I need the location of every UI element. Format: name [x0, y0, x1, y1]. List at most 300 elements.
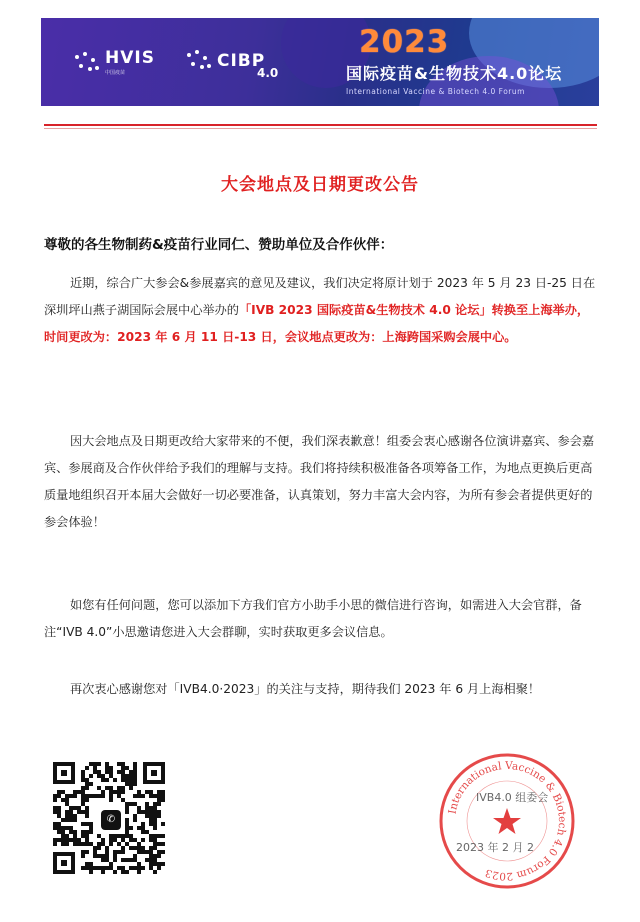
qr-module — [85, 822, 89, 826]
qr-module — [81, 778, 85, 782]
qr-module — [73, 794, 77, 798]
qr-module — [109, 838, 113, 842]
qr-module — [65, 818, 69, 822]
qr-module — [161, 794, 165, 798]
qr-module — [77, 810, 81, 814]
qr-module — [89, 866, 93, 870]
qr-module — [121, 798, 125, 802]
qr-module — [85, 806, 89, 810]
header-divider-thin — [44, 128, 597, 129]
salutation: 尊敬的各生物制药&疫苗行业同仁、赞助单位及合作伙伴： — [44, 237, 394, 253]
qr-module — [65, 826, 69, 830]
qr-module — [73, 814, 77, 818]
paragraph-closing: 再次衷心感谢您对「IVB4.0·2023」的关注与支持，期待我们 2023 年 6 月上海相聚！ — [70, 682, 541, 696]
paragraph-apology: 因大会地点及日期更改给大家带来的不便，我们深表歉意！组委会衷心感谢各位演讲嘉宾、参会嘉宾、参展商及合作伙伴给予我们的理解与支持。我们将持续积极准备各项筹备工作，为地点更换后更高质量地组织召开本届大会做好一切必要准备，认真策划，努力丰富大会内容，为所有参会者提供更好的参会体验！ — [44, 434, 595, 529]
qr-module — [121, 846, 125, 850]
qr-module — [133, 838, 137, 842]
header-divider — [44, 124, 597, 126]
qr-module — [137, 850, 141, 854]
qr-module — [113, 778, 117, 782]
qr-module — [133, 814, 137, 818]
qr-module — [89, 762, 93, 766]
qr-module — [89, 774, 93, 778]
qr-module — [137, 866, 141, 870]
qr-module — [105, 770, 109, 774]
qr-module — [93, 846, 97, 850]
qr-module — [61, 818, 65, 822]
qr-module — [57, 826, 61, 830]
hvis-logo — [73, 50, 155, 76]
qr-module — [125, 778, 129, 782]
qr-module — [141, 826, 145, 830]
qr-module — [121, 838, 125, 842]
qr-module — [101, 838, 105, 842]
qr-module — [153, 854, 157, 858]
qr-module — [129, 786, 133, 790]
qr-module — [157, 810, 161, 814]
paragraph-announcement — [44, 270, 600, 351]
qr-module — [85, 866, 89, 870]
qr-module — [93, 850, 97, 854]
qr-module — [105, 786, 109, 790]
qr-module — [89, 830, 93, 834]
qr-module — [129, 826, 133, 830]
qr-module — [161, 798, 165, 802]
qr-module — [73, 818, 77, 822]
qr-module — [109, 798, 113, 802]
qr-module — [73, 830, 77, 834]
qr-module — [101, 790, 105, 794]
wechat-qr-code — [53, 762, 165, 874]
qr-module — [149, 814, 153, 818]
qr-module — [125, 870, 129, 874]
qr-module — [89, 842, 93, 846]
qr-module — [113, 870, 117, 874]
qr-module — [85, 838, 89, 842]
qr-module — [117, 762, 121, 766]
qr-module — [101, 774, 105, 778]
qr-module — [101, 858, 105, 862]
qr-module — [109, 790, 113, 794]
qr-module — [65, 802, 69, 806]
qr-module — [161, 822, 165, 826]
qr-module — [105, 850, 109, 854]
seal-ring-text: International Vaccine & Biotech 4.0 Forum 2023 — [446, 759, 569, 883]
qr-module — [69, 818, 73, 822]
qr-module — [137, 790, 141, 794]
qr-module — [133, 766, 137, 770]
qr-module — [85, 834, 89, 838]
qr-module — [81, 786, 85, 790]
qr-module — [145, 806, 149, 810]
qr-module — [97, 762, 101, 766]
qr-module — [129, 778, 133, 782]
qr-module — [149, 838, 153, 842]
qr-module — [137, 794, 141, 798]
qr-module — [153, 794, 157, 798]
qr-module — [81, 842, 85, 846]
forum-year: 2023 — [359, 24, 450, 60]
qr-module — [129, 846, 133, 850]
qr-module — [97, 866, 101, 870]
qr-module — [105, 778, 109, 782]
qr-module — [85, 850, 89, 854]
qr-module — [101, 870, 105, 874]
qr-module — [81, 830, 85, 834]
qr-module — [125, 766, 129, 770]
qr-module — [157, 866, 161, 870]
qr-module — [149, 822, 153, 826]
qr-module — [141, 838, 145, 842]
qr-module — [113, 850, 117, 854]
qr-module — [153, 818, 157, 822]
qr-module — [53, 822, 57, 826]
qr-module — [53, 794, 57, 798]
qr-module — [117, 850, 121, 854]
qr-module — [125, 774, 129, 778]
qr-module — [85, 766, 89, 770]
qr-module — [77, 806, 81, 810]
forum-title-cn: 国际疫苗&生物技术4.0论坛 — [346, 64, 563, 83]
qr-module — [65, 794, 69, 798]
qr-module — [121, 774, 125, 778]
qr-module — [101, 854, 105, 858]
qr-module — [145, 810, 149, 814]
qr-module — [157, 850, 161, 854]
qr-module — [73, 806, 77, 810]
qr-module — [149, 846, 153, 850]
qr-module — [121, 866, 125, 870]
qr-module — [129, 782, 133, 786]
qr-module — [69, 814, 73, 818]
qr-module — [109, 862, 113, 866]
qr-module — [93, 762, 97, 766]
qr-module — [153, 842, 157, 846]
qr-module — [89, 822, 93, 826]
qr-module — [97, 854, 101, 858]
qr-module — [129, 802, 133, 806]
qr-module — [153, 862, 157, 866]
qr-module — [101, 842, 105, 846]
qr-module — [93, 854, 97, 858]
qr-module — [141, 822, 145, 826]
qr-module — [137, 862, 141, 866]
qr-module — [53, 826, 57, 830]
qr-module — [141, 846, 145, 850]
qr-module — [157, 794, 161, 798]
forum-title-en: International Vaccine & Biotech 4.0 Forum — [346, 87, 525, 96]
official-seal — [438, 752, 576, 890]
qr-module — [57, 822, 61, 826]
qr-module — [109, 794, 113, 798]
qr-module — [153, 834, 157, 838]
qr-module — [85, 814, 89, 818]
qr-module — [113, 790, 117, 794]
qr-module — [69, 806, 73, 810]
qr-module — [133, 778, 137, 782]
qr-module — [153, 810, 157, 814]
qr-module — [85, 842, 89, 846]
qr-module — [85, 782, 89, 786]
qr-module — [65, 810, 69, 814]
qr-module — [157, 814, 161, 818]
qr-module — [89, 870, 93, 874]
qr-module — [93, 770, 97, 774]
qr-module — [93, 866, 97, 870]
qr-module — [137, 870, 141, 874]
qr-module — [57, 806, 61, 810]
qr-module — [121, 790, 125, 794]
qr-module — [53, 806, 57, 810]
qr-module — [121, 870, 125, 874]
qr-module — [109, 866, 113, 870]
qr-module — [85, 778, 89, 782]
qr-module — [157, 802, 161, 806]
qr-module — [153, 802, 157, 806]
qr-module — [145, 830, 149, 834]
qr-module — [133, 866, 137, 870]
qr-module — [89, 782, 93, 786]
qr-module — [125, 834, 129, 838]
qr-module — [65, 838, 69, 842]
qr-module — [101, 866, 105, 870]
qr-module — [81, 798, 85, 802]
qr-module — [141, 794, 145, 798]
qr-module — [117, 770, 121, 774]
qr-module — [109, 786, 113, 790]
qr-module — [89, 826, 93, 830]
qr-module — [157, 842, 161, 846]
qr-module — [73, 790, 77, 794]
qr-module — [81, 834, 85, 838]
qr-module — [149, 790, 153, 794]
qr-module — [73, 842, 77, 846]
hvis-logo-subtext: 中国疫苗 — [105, 70, 126, 76]
qr-module — [153, 806, 157, 810]
qr-module — [81, 802, 85, 806]
qr-module — [61, 834, 65, 838]
qr-module — [153, 870, 157, 874]
qr-module — [69, 794, 73, 798]
qr-module — [145, 802, 149, 806]
qr-module — [89, 794, 93, 798]
qr-module — [125, 822, 129, 826]
qr-module — [85, 862, 89, 866]
qr-module — [97, 842, 101, 846]
qr-module — [133, 846, 137, 850]
qr-module — [65, 834, 69, 838]
qr-module — [57, 830, 61, 834]
qr-module — [153, 826, 157, 830]
qr-module — [149, 854, 153, 858]
qr-module — [149, 834, 153, 838]
qr-module — [85, 830, 89, 834]
qr-module — [69, 830, 73, 834]
announcement-highlight: 「IVB 2023 国际疫苗&生物技术 4.0 论坛」转换至上海举办，时间更改为：2023 年 6 月 11 日-13 日，会议地点更改为：上海跨国采购会展中心。 — [44, 303, 590, 344]
qr-module — [117, 786, 121, 790]
cibp-logo — [185, 50, 265, 72]
qr-module — [113, 858, 117, 862]
qr-module — [117, 794, 121, 798]
qr-module — [145, 850, 149, 854]
qr-module — [69, 838, 73, 842]
qr-module — [69, 810, 73, 814]
qr-module — [149, 862, 153, 866]
qr-module — [133, 770, 137, 774]
qr-module — [97, 770, 101, 774]
qr-module — [93, 794, 97, 798]
qr-module — [137, 826, 141, 830]
qr-module — [145, 858, 149, 862]
qr-module — [125, 806, 129, 810]
qr-module — [149, 806, 153, 810]
qr-module — [129, 770, 133, 774]
qr-module — [113, 854, 117, 858]
qr-module — [133, 854, 137, 858]
qr-module — [149, 818, 153, 822]
qr-module — [141, 850, 145, 854]
qr-module — [161, 842, 165, 846]
qr-module — [97, 794, 101, 798]
qr-module — [101, 794, 105, 798]
qr-module — [81, 866, 85, 870]
qr-module — [137, 810, 141, 814]
qr-module — [125, 858, 129, 862]
qr-module — [89, 862, 93, 866]
qr-module — [121, 766, 125, 770]
qr-module — [81, 770, 85, 774]
qr-module — [81, 850, 85, 854]
qr-module — [133, 858, 137, 862]
qr-module — [57, 790, 61, 794]
qr-module — [121, 770, 125, 774]
qr-module — [105, 858, 109, 862]
qr-module — [129, 774, 133, 778]
qr-module — [117, 834, 121, 838]
qr-module — [97, 774, 101, 778]
qr-module — [57, 814, 61, 818]
qr-module — [121, 778, 125, 782]
qr-module — [141, 830, 145, 834]
qr-module — [129, 838, 133, 842]
qr-module — [161, 790, 165, 794]
molecule-icon — [185, 50, 213, 72]
qr-module — [125, 810, 129, 814]
qr-module — [53, 838, 57, 842]
qr-module — [97, 834, 101, 838]
molecule-icon — [73, 52, 101, 74]
qr-module — [121, 786, 125, 790]
qr-module — [133, 818, 137, 822]
qr-module — [61, 790, 65, 794]
qr-module — [133, 774, 137, 778]
qr-module — [105, 854, 109, 858]
qr-module — [129, 834, 133, 838]
announcement-text: 近期，综合广大参会&参展嘉宾的意见及建议，我们决定将原计划于 2023 年 5 月 23 日-25 日在深圳坪山燕子湖国际会展中心举办的 — [44, 276, 596, 317]
qr-module — [145, 814, 149, 818]
qr-module — [113, 838, 117, 842]
qr-module — [153, 858, 157, 862]
qr-module — [53, 842, 57, 846]
qr-module — [105, 766, 109, 770]
qr-module — [125, 826, 129, 830]
qr-module — [77, 842, 81, 846]
qr-module — [97, 846, 101, 850]
qr-module — [157, 834, 161, 838]
wechat-icon: ✆ — [101, 810, 121, 830]
qr-module — [81, 794, 85, 798]
qr-module — [125, 802, 129, 806]
qr-module — [125, 842, 129, 846]
qr-module — [157, 798, 161, 802]
qr-module — [73, 838, 77, 842]
qr-module — [105, 762, 109, 766]
qr-module — [61, 838, 65, 842]
qr-module — [125, 830, 129, 834]
qr-module — [157, 862, 161, 866]
qr-module — [137, 846, 141, 850]
qr-module — [101, 778, 105, 782]
qr-module — [141, 866, 145, 870]
qr-module — [153, 838, 157, 842]
qr-module — [149, 810, 153, 814]
qr-module — [129, 858, 133, 862]
qr-module — [141, 810, 145, 814]
qr-module — [133, 762, 137, 766]
qr-module — [73, 834, 77, 838]
qr-module — [117, 790, 121, 794]
qr-module — [97, 786, 101, 790]
qr-module — [157, 854, 161, 858]
qr-module — [81, 822, 85, 826]
qr-module — [77, 838, 81, 842]
qr-module — [81, 774, 85, 778]
qr-module — [61, 842, 65, 846]
qr-module — [145, 790, 149, 794]
qr-module — [149, 866, 153, 870]
qr-module — [93, 766, 97, 770]
qr-module — [109, 842, 113, 846]
seal-star-icon — [493, 808, 521, 834]
qr-module — [137, 842, 141, 846]
qr-module — [65, 842, 69, 846]
qr-module — [85, 794, 89, 798]
qr-module — [161, 862, 165, 866]
qr-module — [149, 850, 153, 854]
qr-module — [69, 826, 73, 830]
qr-module — [153, 846, 157, 850]
qr-module — [153, 822, 157, 826]
qr-module — [81, 810, 85, 814]
qr-module — [153, 814, 157, 818]
seal-signatory: IVB4.0 组委会 — [476, 791, 549, 804]
qr-module — [57, 838, 61, 842]
qr-module — [157, 790, 161, 794]
qr-module — [53, 810, 57, 814]
qr-module — [53, 798, 57, 802]
qr-module — [121, 850, 125, 854]
qr-module — [57, 794, 61, 798]
header-banner — [41, 18, 599, 106]
qr-module — [109, 770, 113, 774]
qr-module — [85, 798, 89, 802]
qr-module — [57, 810, 61, 814]
qr-module — [109, 766, 113, 770]
qr-module — [65, 814, 69, 818]
qr-module — [85, 810, 89, 814]
seal-date: 2023 年 2 月 2 — [456, 841, 534, 854]
qr-module — [81, 790, 85, 794]
